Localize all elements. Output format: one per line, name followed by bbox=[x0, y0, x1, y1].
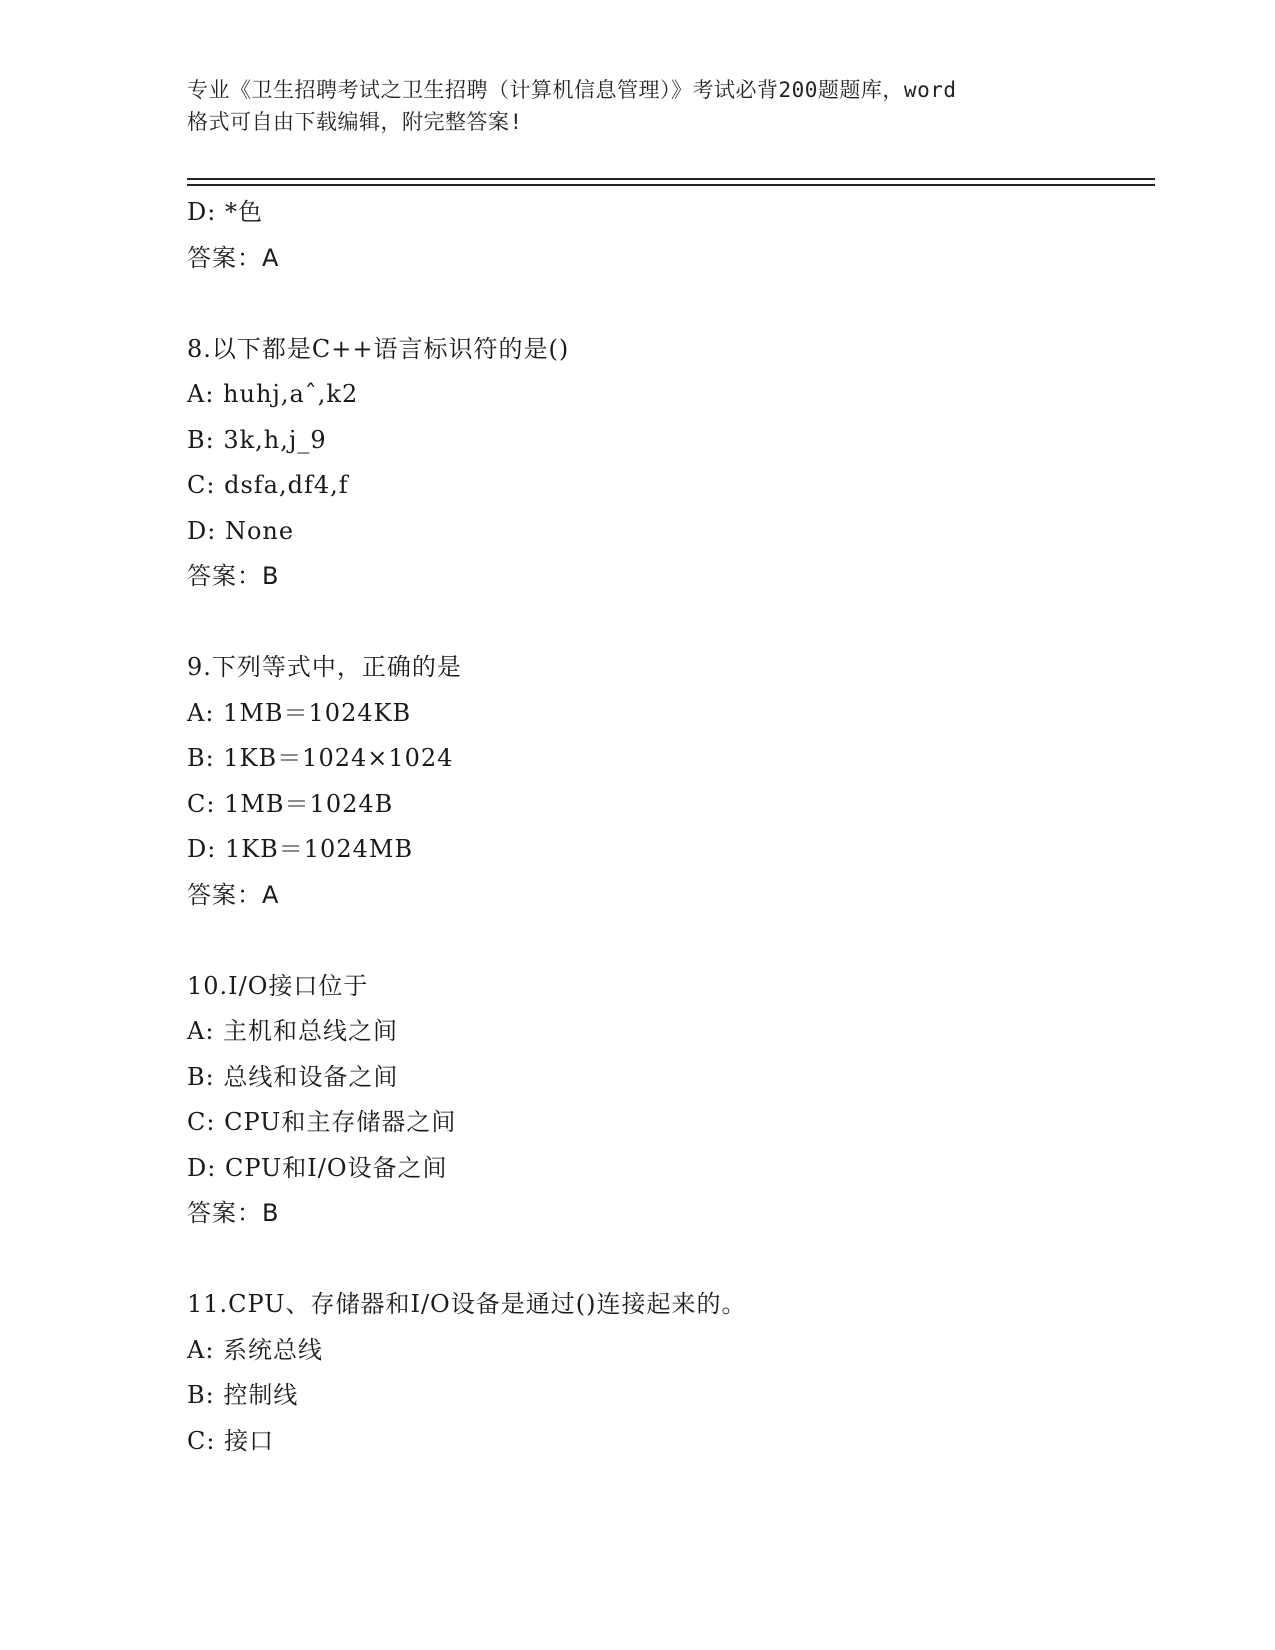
question-list bbox=[187, 190, 1155, 1464]
option-a: A: 主机和总线之间 bbox=[187, 1017, 399, 1045]
answer: 答案：B bbox=[187, 1199, 280, 1227]
option-c: C: CPU和主存储器之间 bbox=[187, 1108, 457, 1136]
question-text: 10.I/O接口位于 bbox=[187, 971, 369, 1000]
header-title-line-1: 专业《卫生招聘考试之卫生招聘（计算机信息管理）》考试必背200题题库，word bbox=[187, 78, 957, 102]
question-8 bbox=[187, 327, 1155, 600]
option-b: B: 1KB＝1024×1024 bbox=[187, 744, 454, 772]
spacer bbox=[187, 1237, 1155, 1283]
header-divider-top bbox=[187, 178, 1155, 180]
option-b: B: 控制线 bbox=[187, 1381, 299, 1409]
question-11 bbox=[187, 1282, 1155, 1464]
question-9 bbox=[187, 645, 1155, 918]
question-10 bbox=[187, 964, 1155, 1237]
option-a: A: 1MB＝1024KB bbox=[187, 698, 412, 727]
spacer bbox=[187, 600, 1155, 646]
option-c: C: 1MB＝1024B bbox=[187, 789, 394, 818]
option-d: D: None bbox=[187, 516, 295, 545]
header-title-line-2: 格式可自由下载编辑，附完整答案! bbox=[187, 110, 523, 134]
question-text: 11.CPU、存储器和I/O设备是通过()连接起来的。 bbox=[187, 1290, 747, 1318]
option-c: C: dsfa,df4,f bbox=[187, 471, 349, 499]
question-text: 8.以下都是C++语言标识符的是() bbox=[187, 334, 570, 363]
option-a: A: 系统总线 bbox=[187, 1335, 324, 1364]
answer: 答案：A bbox=[187, 880, 280, 909]
option-b: B: 总线和设备之间 bbox=[187, 1062, 399, 1091]
option-d: D: CPU和I/O设备之间 bbox=[187, 1153, 448, 1182]
header-divider-bottom bbox=[187, 184, 1155, 186]
question-text: 9.下列等式中，正确的是 bbox=[187, 653, 462, 681]
option-d: D: 1KB＝1024MB bbox=[187, 835, 414, 863]
prev-answer: 答案：A bbox=[187, 243, 280, 272]
option-c: C: 接口 bbox=[187, 1426, 275, 1455]
prev-option-d: D: *色 bbox=[187, 198, 263, 226]
document-header bbox=[187, 74, 1107, 138]
option-b: B: 3k,h,j_9 bbox=[187, 425, 327, 454]
option-a: A: huhj,aˆ,k2 bbox=[187, 380, 359, 408]
spacer bbox=[187, 918, 1155, 964]
spacer bbox=[187, 281, 1155, 327]
answer: 答案：B bbox=[187, 562, 280, 590]
